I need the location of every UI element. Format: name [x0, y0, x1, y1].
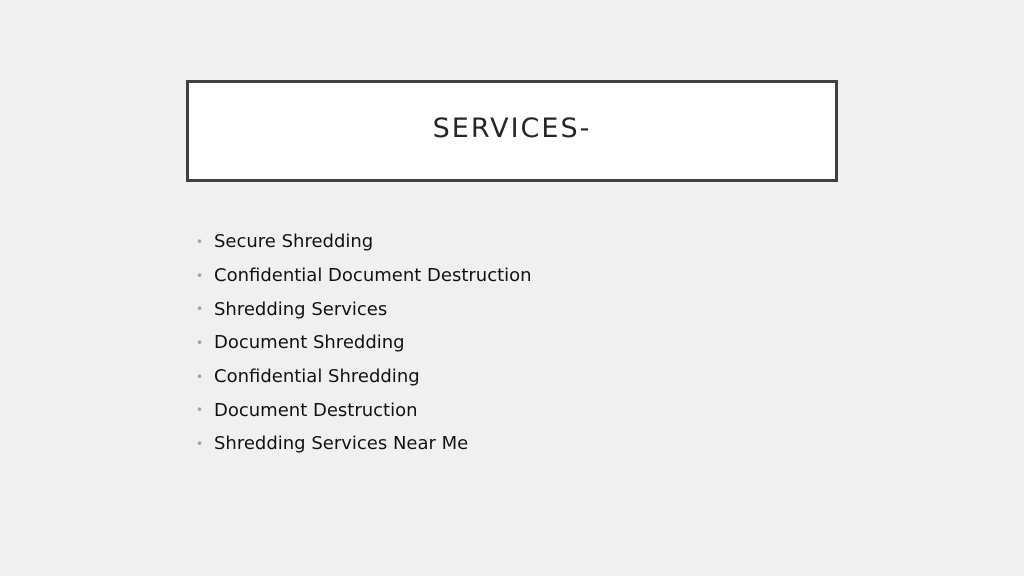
list-item	[196, 326, 532, 360]
list-item-label: Shredding Services Near Me	[214, 433, 469, 455]
slide-title: SERVICES-	[432, 112, 592, 144]
list-item-label: Confidential Shredding	[214, 366, 420, 388]
title-box	[186, 80, 838, 182]
bullet-icon: •	[196, 403, 204, 418]
list-item	[196, 427, 532, 461]
list-item-label: Document Shredding	[214, 332, 405, 354]
bullet-icon: •	[196, 369, 204, 384]
bullet-icon: •	[196, 302, 204, 317]
list-item	[196, 259, 532, 293]
bullet-icon: •	[196, 436, 204, 451]
list-item	[196, 292, 532, 326]
bullet-list	[196, 225, 532, 461]
bullet-icon: •	[196, 335, 204, 350]
list-item-label: Document Destruction	[214, 399, 418, 421]
list-item	[196, 393, 532, 427]
list-item	[196, 360, 532, 394]
list-item-label: Confidential Document Destruction	[214, 265, 532, 287]
bullet-icon: •	[196, 234, 204, 249]
bullet-icon: •	[196, 268, 204, 283]
list-item-label: Secure Shredding	[214, 231, 374, 253]
list-item-label: Shredding Services	[214, 298, 388, 320]
list-item	[196, 225, 532, 259]
